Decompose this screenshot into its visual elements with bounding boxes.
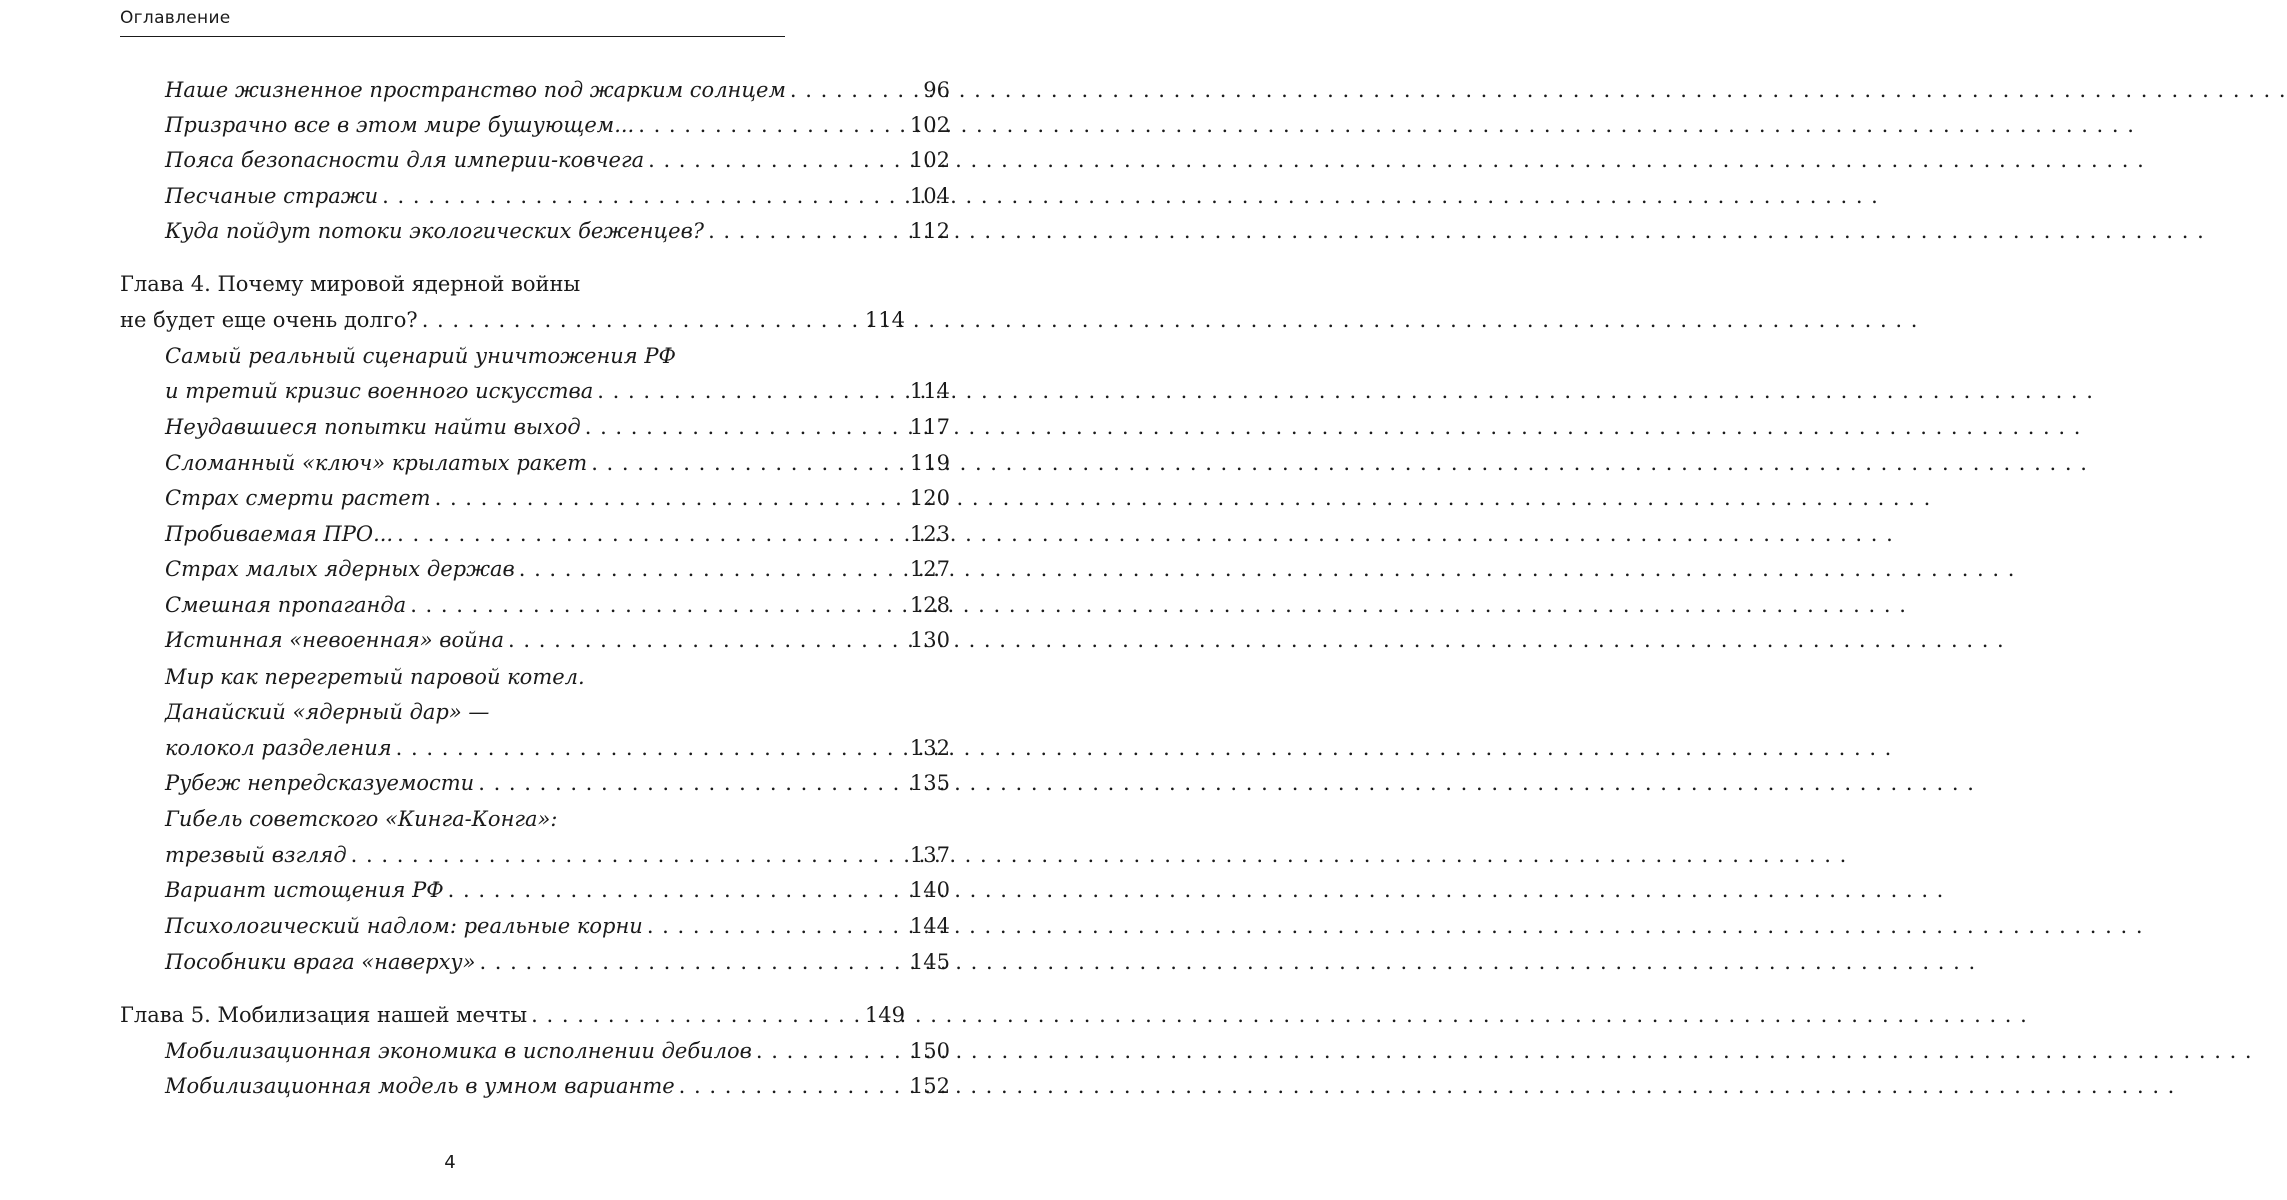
toc-entry bbox=[0, 587, 950, 623]
toc-entry-title: Вариант истощения РФ bbox=[165, 878, 444, 902]
dot-leader bbox=[591, 445, 904, 481]
dot-leader bbox=[478, 765, 904, 801]
toc-entry-line2 bbox=[0, 694, 950, 730]
chapter-4-title-line1 bbox=[0, 266, 905, 302]
toc-entry-title: Пояса безопасности для империи-ковчега bbox=[165, 148, 645, 172]
toc-entry bbox=[0, 837, 950, 873]
toc-entry-page: 127 bbox=[909, 557, 950, 581]
toc-entry-line1 bbox=[0, 338, 950, 374]
dot-leader bbox=[648, 142, 904, 178]
dot-leader bbox=[679, 1068, 904, 1104]
toc-entry bbox=[0, 213, 950, 249]
toc-entry bbox=[0, 765, 950, 801]
toc-entry-page: 140 bbox=[909, 878, 950, 902]
toc-entry-page: 120 bbox=[909, 486, 950, 510]
toc-entry-title: Мобилизационная модель в умном варианте bbox=[165, 1074, 675, 1098]
toc-entry bbox=[0, 622, 950, 658]
toc-entry-page: 152 bbox=[909, 1074, 950, 1098]
toc-entry-page: 132 bbox=[909, 736, 950, 760]
dot-leader bbox=[396, 730, 904, 766]
toc-entry-title: Психологический надлом: реальные корни bbox=[165, 914, 643, 938]
dot-leader bbox=[448, 872, 904, 908]
toc-entry-page: 144 bbox=[909, 914, 950, 938]
toc-entry-title: Призрачно все в этом мире бушующем... bbox=[165, 113, 635, 137]
toc-entry-page: 104 bbox=[909, 184, 950, 208]
toc-entry bbox=[0, 551, 950, 587]
toc-entry-page: 102 bbox=[909, 148, 950, 172]
toc-entry-title: и третий кризис военного искусства bbox=[165, 379, 594, 403]
dot-leader bbox=[585, 409, 904, 445]
dot-leader bbox=[422, 302, 859, 338]
toc-entry-title: Пробиваемая ПРО... bbox=[165, 522, 394, 546]
toc-entry-title: Неудавшиеся попытки найти выход bbox=[165, 415, 581, 439]
toc-entry-page: 128 bbox=[909, 593, 950, 617]
toc-entry-title: трезвый взгляд bbox=[165, 843, 347, 867]
toc-entry bbox=[0, 1033, 950, 1069]
toc-entry-page: 135 bbox=[909, 771, 950, 795]
toc-entry-page: 137 bbox=[909, 843, 950, 867]
toc-entry-page: 150 bbox=[909, 1039, 950, 1063]
toc-entry bbox=[0, 72, 950, 108]
chapter-title: Глава 4. Почему мировой ядерной войны bbox=[120, 272, 581, 296]
toc-entry-title: колокол разделения bbox=[165, 736, 392, 760]
toc-entry-page: 130 bbox=[909, 628, 950, 652]
toc-entry-line1 bbox=[0, 659, 950, 695]
toc-entry bbox=[0, 516, 950, 552]
chapter-page: 114 bbox=[864, 308, 905, 332]
toc-entry-page: 112 bbox=[909, 219, 950, 243]
toc-entry bbox=[0, 409, 950, 445]
toc-entry-page: 123 bbox=[909, 522, 950, 546]
page-number: 4 bbox=[444, 1152, 456, 1173]
dot-leader bbox=[479, 944, 903, 980]
toc-entry-title: Страх малых ядерных держав bbox=[165, 557, 515, 581]
dot-leader bbox=[519, 551, 904, 587]
toc-entry-title: Наше жизненное пространство под жарким солнцем bbox=[165, 78, 786, 102]
toc-entry bbox=[0, 730, 950, 766]
dot-leader bbox=[508, 622, 904, 658]
dot-leader bbox=[790, 72, 917, 108]
toc-entry-page: 114 bbox=[909, 379, 950, 403]
chapter-title: не будет еще очень долго? bbox=[120, 308, 418, 332]
dot-leader bbox=[647, 908, 904, 944]
toc-entry bbox=[0, 908, 950, 944]
toc-entry-title: Мир как перегретый паровой котел. bbox=[165, 665, 585, 689]
chapter-4-entry bbox=[0, 302, 905, 338]
toc-entry bbox=[0, 445, 950, 481]
toc-entry-title: Самый реальный сценарий уничтожения РФ bbox=[165, 344, 676, 368]
dot-leader bbox=[410, 587, 904, 623]
toc-entry-page: 145 bbox=[909, 950, 950, 974]
toc-entry-title: Куда пойдут потоки экологических беженцев? bbox=[165, 219, 705, 243]
toc-entry-page: 96 bbox=[923, 78, 950, 102]
toc-entry bbox=[0, 178, 950, 214]
running-head: Оглавление bbox=[120, 8, 231, 28]
toc-entry-title: Мобилизационная экономика в исполнении дебилов bbox=[165, 1039, 752, 1063]
toc-entry bbox=[0, 107, 950, 143]
toc-entry-title: Рубеж непредсказуемости bbox=[165, 771, 475, 795]
dot-leader bbox=[756, 1033, 904, 1069]
dot-leader bbox=[351, 837, 904, 873]
toc-entry-title: Данайский «ядерный дар» — bbox=[165, 700, 490, 724]
toc-entry-line1 bbox=[0, 801, 950, 837]
chapter-title: Глава 5. Мобилизация нашей мечты bbox=[120, 1003, 528, 1027]
dot-leader bbox=[638, 107, 904, 143]
toc-entry-title: Гибель советского «Кинга-Конга»: bbox=[165, 807, 558, 831]
toc-entry bbox=[0, 944, 950, 980]
toc-entry-page: 117 bbox=[909, 415, 950, 439]
dot-leader bbox=[435, 480, 904, 516]
toc-entry-title: Страх смерти растет bbox=[165, 486, 431, 510]
toc-entry-page: 102 bbox=[909, 113, 950, 137]
toc-entry-title: Пособники врага «наверху» bbox=[165, 950, 476, 974]
toc-entry bbox=[0, 1068, 950, 1104]
toc-entry bbox=[0, 872, 950, 908]
dot-leader bbox=[597, 373, 904, 409]
chapter-page: 149 bbox=[864, 1003, 905, 1027]
toc-entry-title: Песчаные стражи bbox=[165, 184, 379, 208]
toc-entry bbox=[0, 142, 950, 178]
toc-entry bbox=[0, 480, 950, 516]
toc-entry-title: Истинная «невоенная» война bbox=[165, 628, 505, 652]
header-rule bbox=[120, 36, 785, 37]
dot-leader bbox=[397, 516, 904, 552]
dot-leader bbox=[531, 997, 859, 1033]
toc-entry-title: Сломанный «ключ» крылатых ракет bbox=[165, 451, 588, 475]
toc-entry-title: Смешная пропаганда bbox=[165, 593, 407, 617]
dot-leader bbox=[708, 213, 904, 249]
dot-leader bbox=[382, 178, 904, 214]
toc-entry-page: 119 bbox=[909, 451, 950, 475]
chapter-5-entry bbox=[0, 997, 905, 1033]
toc-entry bbox=[0, 373, 950, 409]
